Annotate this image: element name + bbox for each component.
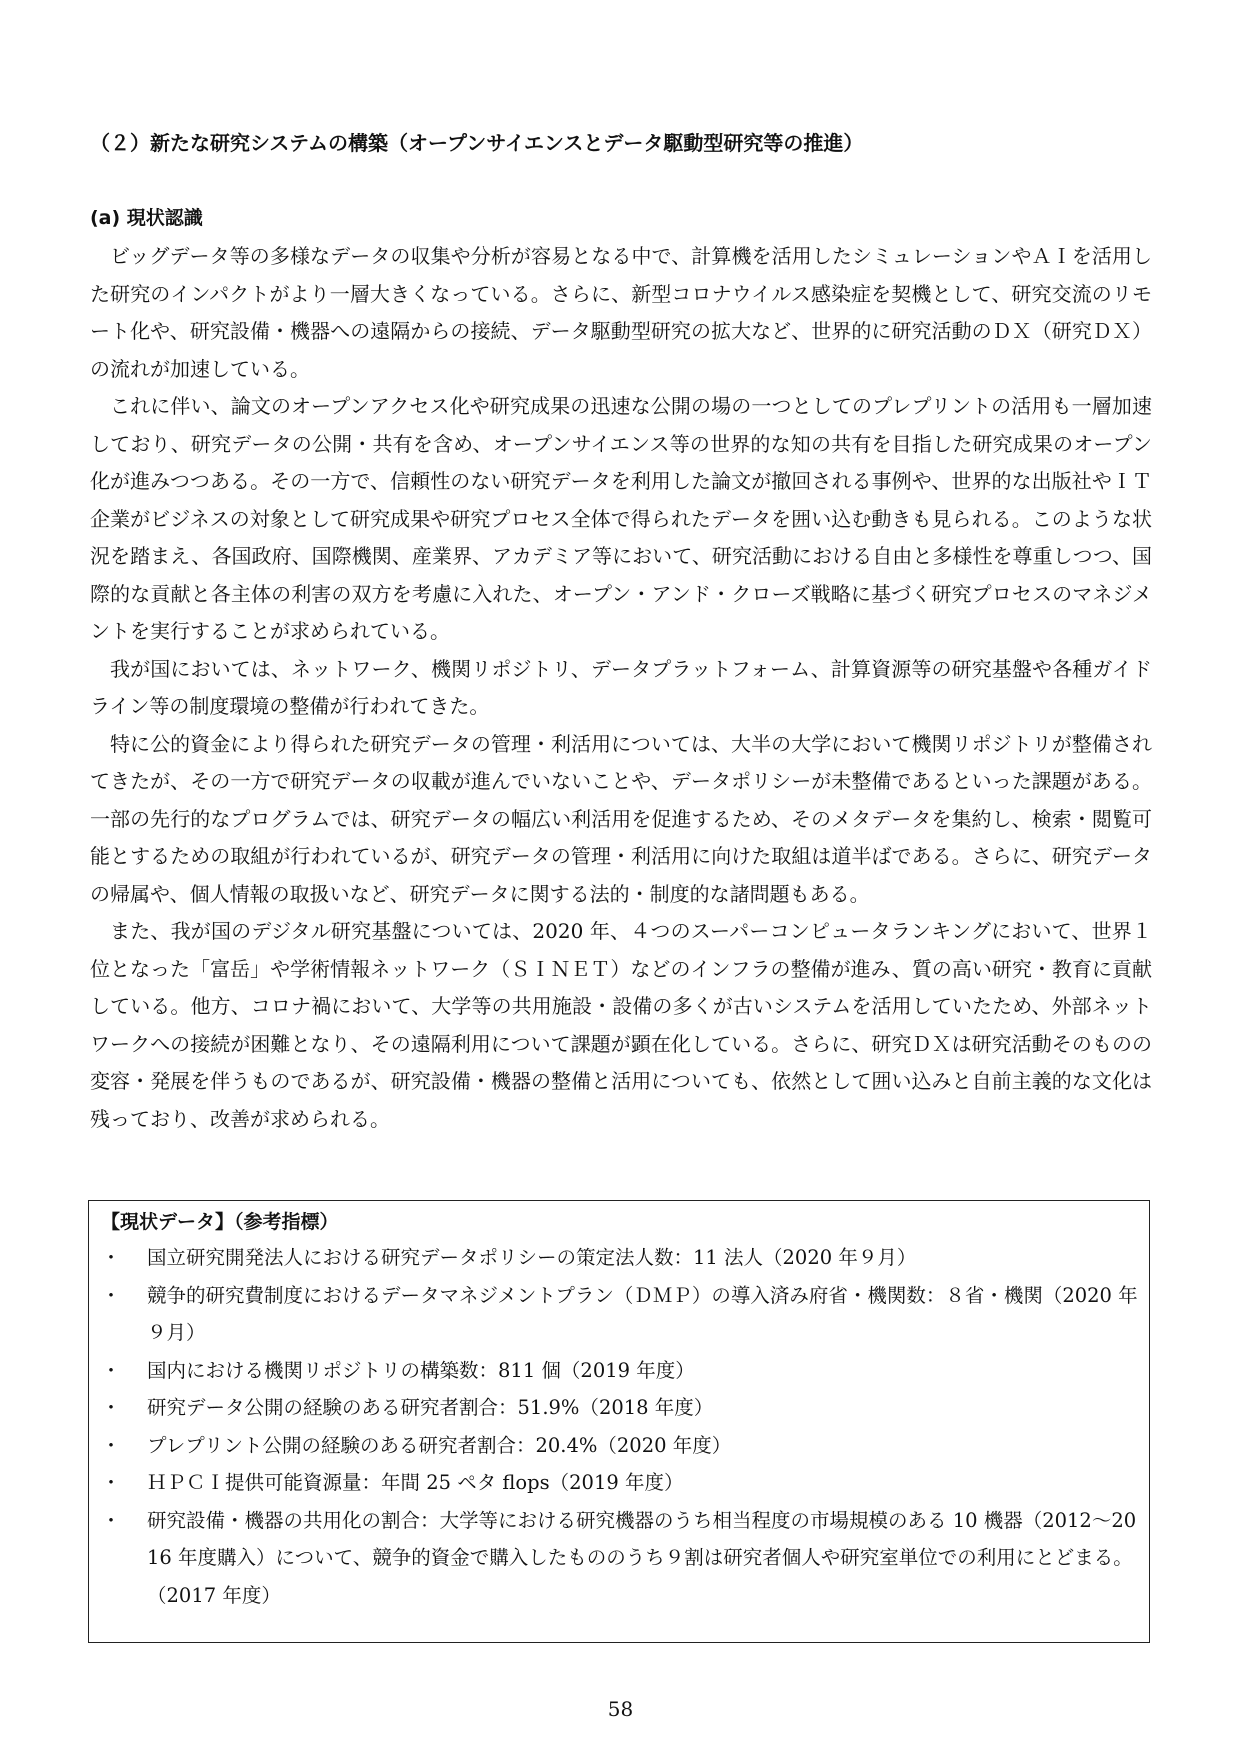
list-item [101, 1389, 1139, 1427]
bullet-icon: ・ [101, 1283, 121, 1307]
list-item-text: ＨＰＣＩ提供可能資源量：年間 25 ペタ flops（2019 年度） [147, 1471, 684, 1494]
list-item [101, 1502, 1139, 1615]
current-data-box [88, 1200, 1150, 1643]
list-item [101, 1352, 1139, 1390]
bullet-icon: ・ [101, 1508, 121, 1532]
list-item-text: 研究データ公開の経験のある研究者割合：51.9%（2018 年度） [147, 1396, 714, 1419]
bullet-icon: ・ [101, 1358, 121, 1382]
page-number: 58 [607, 1697, 634, 1721]
list-item-text: 国立研究開発法人における研究データポリシーの策定法人数：11 法人（2020 年９月） [147, 1246, 917, 1269]
sub-heading: (a) 現状認識 [90, 207, 203, 229]
data-box-title: 【現状データ】（参考指標） [101, 1211, 339, 1233]
paragraph: ビッグデータ等の多様なデータの収集や分析が容易となる中で、計算機を活用したシミュレーションやＡＩを活用した研究のインパクトがより一層大きくなっている。さらに、新型コロナウイルス感染症を契機として、研究交流のリモート化や、研究設備・機器への遠隔からの接続、データ駆動型研究の拡大など、世界的に研究活動のＤＸ（研究ＤＸ）の流れが加速している。 [90, 244, 1152, 381]
list-item [101, 1277, 1139, 1352]
list-item [101, 1464, 1139, 1502]
section-heading: （２）新たな研究システムの構築（オープンサイエンスとデータ駆動型研究等の推進） [90, 131, 864, 155]
paragraph: これに伴い、論文のオープンアクセス化や研究成果の迅速な公開の場の一つとしてのプレプリントの活用も一層加速しており、研究データの公開・共有を含め、オープンサイエンス等の世界的な知の共有を目指した研究成果のオープン化が進みつつある。その一方で、信頼性のない研究データを利用した論文が撤回される事例や、世界的な出版社やＩＴ企業がビジネスの対象として研究成果や研究プロセス全体で得られたデータを囲い込む動きも見られる。このような状況を踏まえ、各国政府、国際機関、産業界、アカデミア等において、研究活動における自由と多様性を尊重しつつ、国際的な貢献と各主体の利害の双方を考慮に入れた、オープン・アンド・クローズ戦略に基づく研究プロセスのマネジメントを実行することが求められている。 [90, 394, 1152, 643]
bullet-icon: ・ [101, 1433, 121, 1457]
list-item [101, 1427, 1139, 1465]
body-text [90, 238, 1152, 1138]
paragraph: また、我が国のデジタル研究基盤については、2020 年、４つのスーパーコンピュータランキングにおいて、世界１位となった「富岳」や学術情報ネットワーク（ＳＩＮＥＴ）などのインフラの整備が進み、質の高い研究・教育に貢献している。他方、コロナ禍において、大学等の共用施設・設備の多くが古いシステムを活用していたため、外部ネットワークへの接続が困難となり、その遠隔利用について課題が顕在化している。さらに、研究ＤＸは研究活動そのものの変容・発展を伴うものであるが、研究設備・機器の整備と活用についても、依然として囲い込みと自前主義的な文化は残っており、改善が求められる。 [90, 919, 1152, 1131]
list-item-text: 研究設備・機器の共用化の割合：大学等における研究機器のうち相当程度の市場規模のある 10 機器（2012～2016 年度購入）について、競争的資金で購入したもののうち９割は研究者個人や研究室単位での利用にとどまる。（2017 年度） [147, 1508, 1137, 1607]
bullet-icon: ・ [101, 1396, 121, 1419]
paragraph: 我が国においては、ネットワーク、機関リポジトリ、データプラットフォーム、計算資源等の研究基盤や各種ガイドライン等の制度環境の整備が行われてきた。 [90, 656, 1152, 718]
bullet-icon: ・ [101, 1471, 121, 1494]
list-item [101, 1239, 1139, 1277]
list-item-text: 競争的研究費制度におけるデータマネジメントプラン（ＤＭＰ）の導入済み府省・機関数：８省・機関（2020 年９月） [147, 1283, 1138, 1344]
bullet-icon: ・ [101, 1246, 121, 1269]
list-item-text: プレプリント公開の経験のある研究者割合：20.4%（2020 年度） [147, 1433, 732, 1457]
paragraph: 特に公的資金により得られた研究データの管理・利活用については、大半の大学において機関リポジトリが整備されてきたが、その一方で研究データの収載が進んでいないことや、データポリシーが未整備であるといった課題がある。一部の先行的なプログラムでは、研究データの幅広い利活用を促進するため、そのメタデータを集約し、検索・閲覧可能とするための取組が行われているが、研究データの管理・利活用に向けた取組は道半ばである。さらに、研究データの帰属や、個人情報の取扱いなど、研究データに関する法的・制度的な諸問題もある。 [90, 731, 1152, 906]
list-item-text: 国内における機関リポジトリの構築数：811 個（2019 年度） [147, 1358, 695, 1382]
data-list [101, 1239, 1139, 1614]
